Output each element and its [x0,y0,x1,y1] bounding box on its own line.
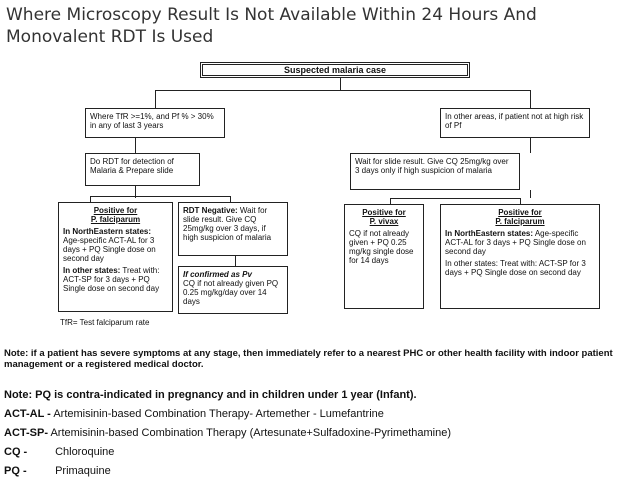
notes-section [4,348,636,370]
pf-left-ne: In NorthEastern states: Age-specific ACT-AL for 3 days + PQ Single dose on second day [63,227,156,263]
severe-symptoms-note: Note: if a patient has severe symptoms at any stage, then immediately refer to a nearest PHC or other health facility with indoor patient management or a registered medical doctor. [4,348,613,370]
definition-row: CQ - Chloroquine [4,446,115,458]
pv-positive-box: Positive for P. vivax CQ if not already given + PQ 0.25 mg/kg single dose for 14 days [344,204,424,309]
malaria-flowchart [60,58,605,314]
high-risk-condition-box: Where TfR >=1%, and Pf % > 30% in any of last 3 years [85,108,225,138]
connector [530,90,531,108]
slide-title-line1: Where Microscopy Result Is Not Available Within 24 Hours And [6,5,537,25]
definition-row: ACT-SP- Artemisinin-based Combination Therapy (Artesunate+Sulfadoxine-Pyrimethamine) [4,427,452,439]
do-rdt-box: Do RDT for detection of Malaria & Prepare slide [85,153,200,186]
slide-title [6,4,606,48]
connector [155,90,156,108]
connector [390,198,520,199]
connector [235,256,236,266]
pf-left-heading1: Positive for [93,206,138,215]
definition-row: PQ - Primaquine [4,465,111,477]
connector [530,138,531,153]
wait-slide-result-box: Wait for slide result. Give CQ 25mg/kg over 3 days only if high suspicion of malaria [350,153,520,190]
slide-title-line2: Monovalent RDT Is Used [6,27,214,47]
definitions-section [4,386,636,481]
connector [340,76,341,90]
rdt-negative-box: RDT Negative: Wait for slide result. Give CQ 25mg/kg over 3 days, if high suspicion of malaria [178,202,288,256]
connector [90,196,230,197]
connector [135,138,136,153]
low-risk-condition-box: In other areas, if patient not at high risk of Pf [440,108,590,138]
connector [530,190,531,198]
pf-positive-box-left [58,202,173,312]
tfr-footnote: TfR= Test falciparum rate [60,318,150,327]
definition-row: ACT-AL - Artemisinin-based Combination Therapy- Artemether - Lumefantrine [4,408,384,420]
pf-positive-box-right: Positive for P. falciparum In NorthEastern states: Age-specific ACT-AL for 3 days + PQ Single dose on second day In other states: Treat with: ACT-SP for 3 days + PQ Single dose on second day [440,204,600,309]
confirmed-pv-box: If confirmed as Pv CQ if not already given PQ 0.25 mg/kg/day over 14 days [178,266,288,314]
connector [155,90,530,91]
pf-left-heading2: P. falciparum [90,215,141,224]
suspected-case-box: Suspected malaria case [200,62,470,78]
pf-left-other: In other states: Treat with: ACT-SP for 3 days + PQ Single dose on second day [63,266,160,293]
pq-contraindication-note: Note: PQ is contra-indicated in pregnancy and in children under 1 year (Infant). [4,389,417,401]
